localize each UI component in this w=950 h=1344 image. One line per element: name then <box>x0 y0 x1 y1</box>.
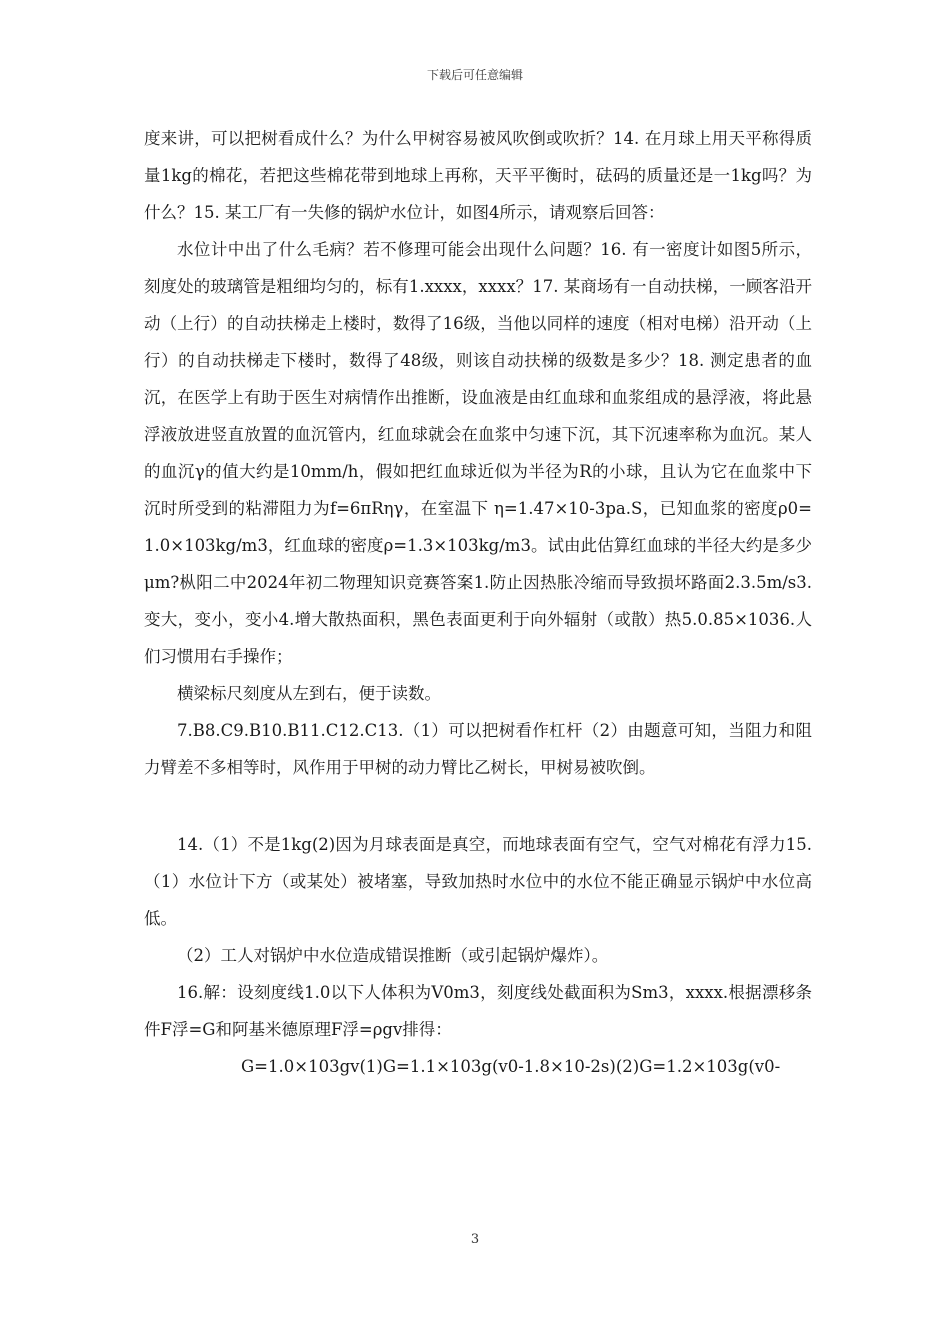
blank-line <box>144 786 812 826</box>
page-header: 下载后可任意编辑 <box>426 68 523 82</box>
paragraph: （2）工人对锅炉中水位造成错误推断（或引起锅炉爆炸）。 <box>177 946 609 965</box>
paragraph: 7.B8.C9.B10.B11.C12.C13.（1）可以把树看作杠杆（2）由题意可知，当阻力和阻力臂差不多相等时，风作用于甲树的动力臂比乙树长，甲树易被吹倒。 <box>144 721 812 777</box>
page-number: 3 <box>470 1232 480 1247</box>
paragraph: 水位计中出了什么毛病？若不修理可能会出现什么问题？16. 有一密度计如图5所示，刻度处的玻璃管是粗细均匀的，标有1.xxxx，xxxx？17. 某商场有一自动扶梯，一顾客沿开动（上行）的自动扶梯走上楼时，数得了16级，当他以同样的速度（相对电梯）沿开动（上行）的自动扶梯走下楼时，数得了48级，则该自动扶梯的级数是多少？18. 测定患者的血沉，在医学上有助于医生对病情作出推断，设血液是由红血球和血浆组成的悬浮液，将此悬浮液放进竖直放置的血沉管内，红血球就会在血浆中匀速下沉，其下沉速率称为血沉。某人的血沉γ的值大约是10mm/h，假如把红血球近似为半径为R的小球，且认为它在血浆中下沉时所受到的粘滞阻力为f=6πRηγ，在室温下 η=1.47×10-3pa.S，已知血浆的密度ρ0=1.0×103kg/m3，红血球的密度ρ=1.3×103kg/m3。试由此估算红血球的半径大约是多少μm?枞阳二中2024年初二物理知识竞赛答案1.防止因热胀冷缩而导致损坏路面2.3.5m/s3.变大，变小，变小4.增大散热面积，黑色表面更利于向外辐射（或散）热5.0.85×1036.人们习惯用右手操作； <box>144 240 812 666</box>
paragraph: 16.解：设刻度线1.0以下人体积为V0m3，刻度线处截面积为Sm3，xxxx.根据漂移条件F浮=G和阿基米德原理F浮=ρgv排得： <box>144 983 812 1039</box>
paragraph: 横梁标尺刻度从左到右，便于读数。 <box>177 684 441 703</box>
body-text <box>144 120 812 1085</box>
paragraph: 14.（1）不是1kg(2)因为月球表面是真空，而地球表面有空气，空气对棉花有浮力15.（1）水位计下方（或某处）被堵塞，导致加热时水位中的水位不能正确显示锅炉中水位高低。 <box>144 835 812 928</box>
paragraph: 度来讲，可以把树看成什么？为什么甲树容易被风吹倒或吹折？14. 在月球上用天平称得质量1kg的棉花，若把这些棉花带到地球上再称，天平平衡时，砝码的质量还是一1kg吗？为什么？15. 某工厂有一失修的锅炉水位计，如图4所示，请观察后回答： <box>144 129 812 222</box>
equation-line: G=1.0×103gv(1)G=1.1×103g(v0-1.8×10-2s)(2)G=1.2×103g(v0- <box>241 1057 781 1076</box>
